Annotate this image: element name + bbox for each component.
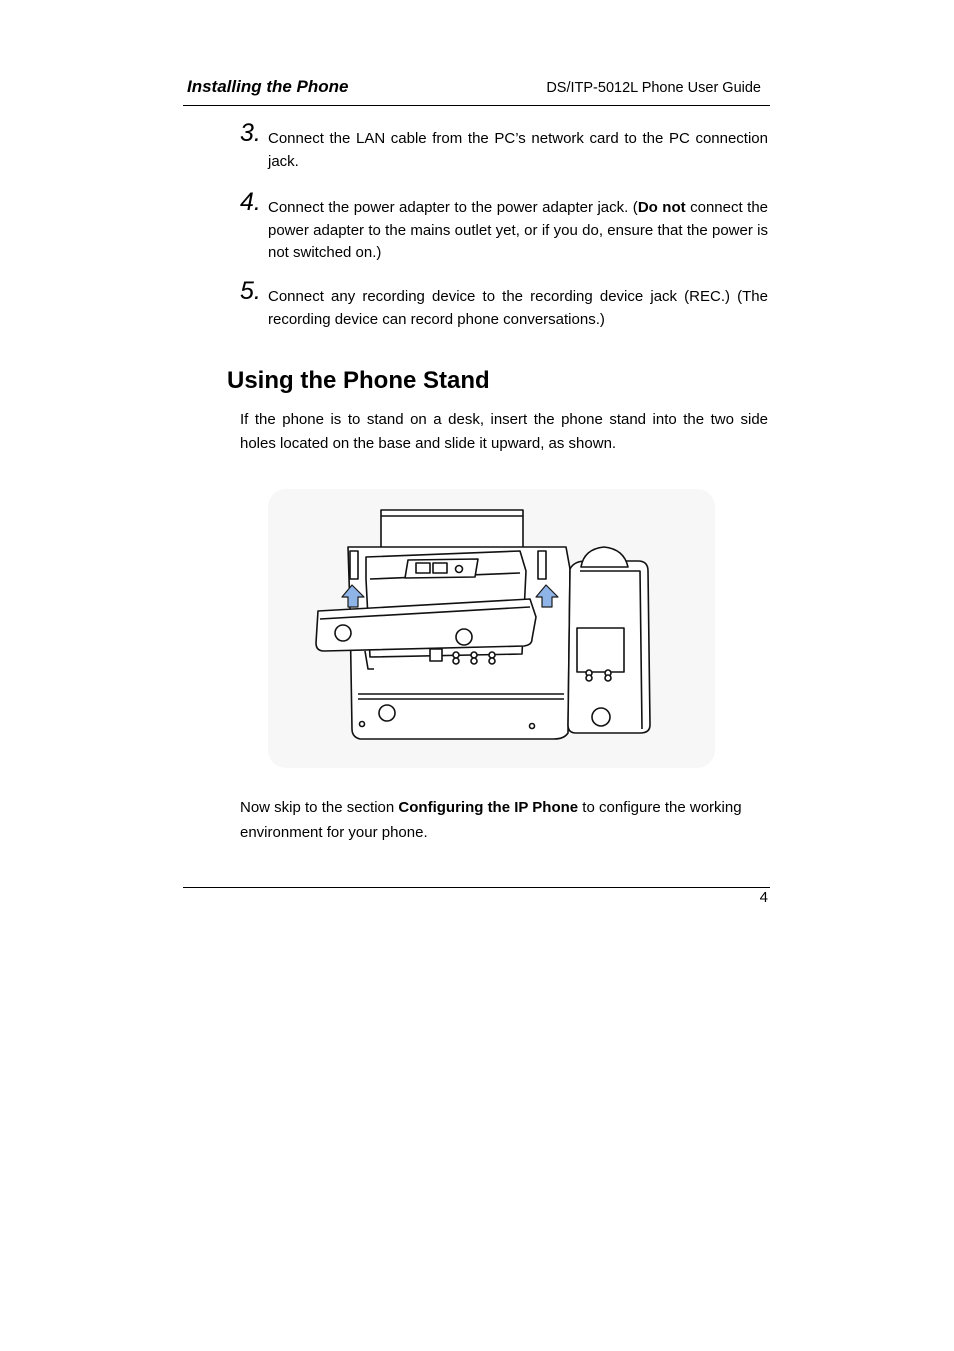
step-3 [240, 119, 768, 173]
step-text [268, 197, 768, 265]
step-4 [240, 188, 768, 265]
page-number: 4 [759, 889, 768, 906]
phone-stand-illustration [268, 489, 715, 768]
running-header-guide-title: DS/ITP-5012L Phone User Guide [546, 80, 761, 96]
running-header-section: Installing the Phone [187, 77, 349, 96]
step-text-emphasis: Do not [637, 199, 686, 216]
section-intro: If the phone is to stand on a desk, insert the phone stand into the two side holes located on the base and slide it upward, as shown. [240, 411, 768, 452]
step-5 [240, 277, 768, 331]
phone-stand-figure [268, 489, 715, 768]
step-text-part: Connect the power adapter to the power adapter jack. ( [268, 199, 638, 216]
step-text-part: connect the power adapter to the mains outlet yet, or if you do, ensure that the power is not switched on.) [268, 199, 768, 261]
closing-text: to configure the working environment for your phone. [240, 799, 742, 841]
section-heading: Using the Phone Stand [227, 367, 490, 394]
section-reference-link[interactable]: Configuring the IP Phone [398, 799, 579, 816]
closing-text: Now skip to the section [240, 799, 399, 816]
step-number: 5. [240, 277, 261, 305]
closing-paragraph [240, 795, 770, 845]
step-number: 4. [240, 188, 261, 216]
header-rule [183, 105, 770, 106]
step-text: Connect the LAN cable from the PC’s network card to the PC connection jack. [268, 130, 768, 170]
footer-rule [183, 887, 770, 888]
step-text: Connect any recording device to the recording device jack (REC.) (The recording device can record phone conversations.) [268, 288, 768, 328]
step-number: 3. [240, 119, 261, 147]
